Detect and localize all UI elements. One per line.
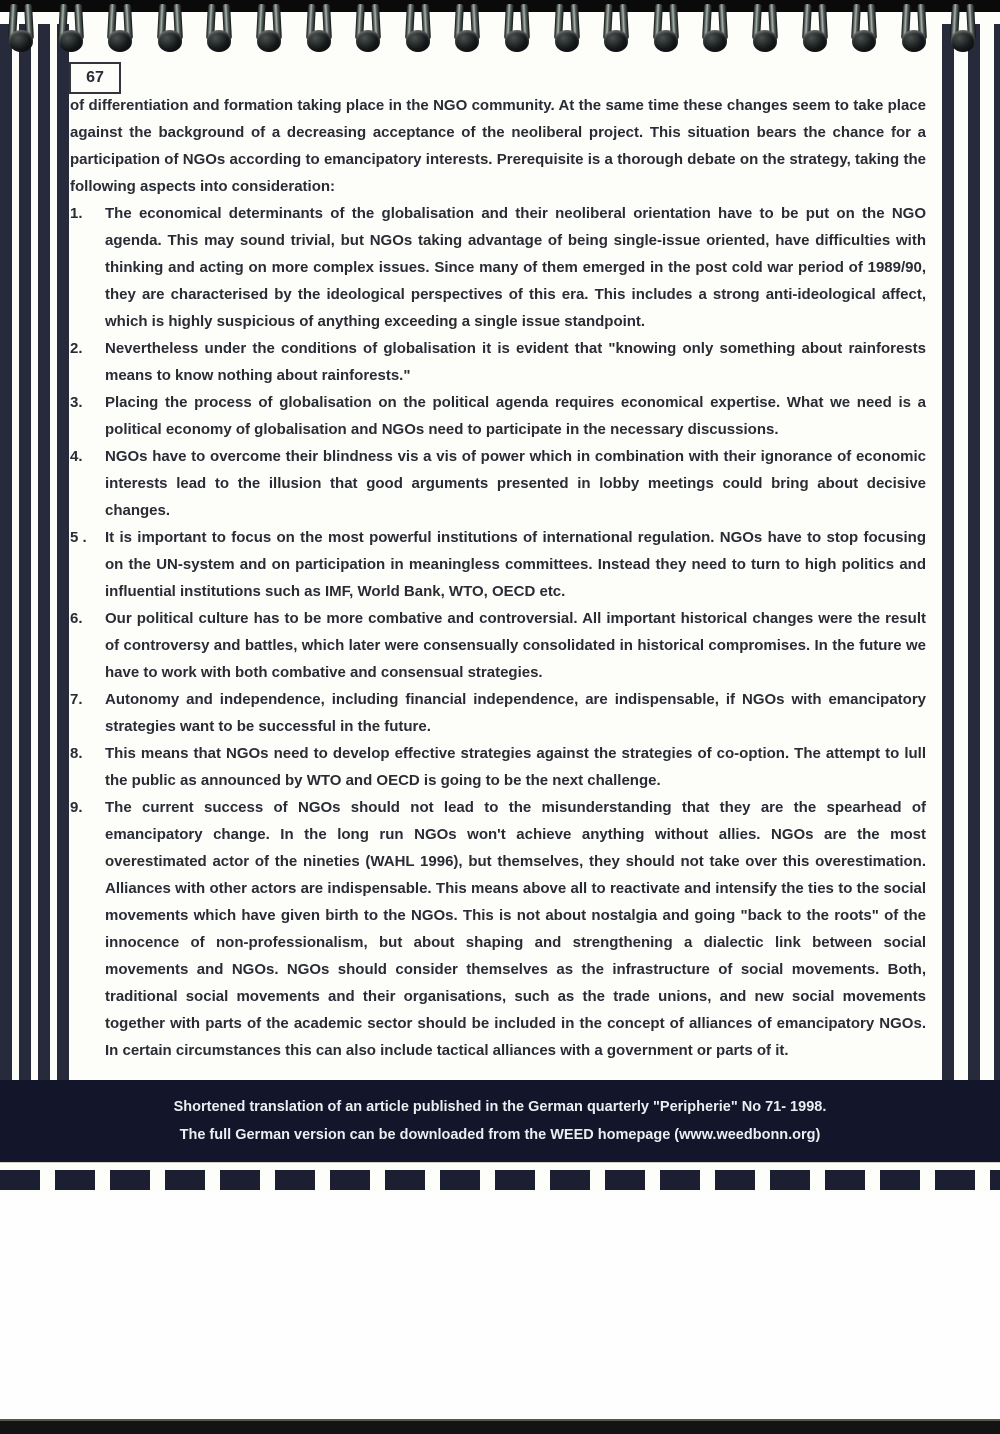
item-text: Nevertheless under the conditions of globalisation it is evident that "knowing only something about rainforests means to know nothing about rainforests." [105, 340, 926, 384]
list-item-3 [70, 389, 926, 443]
item-number: 3. [70, 394, 83, 411]
binding-loop-icon [602, 4, 630, 52]
item-number: 4. [70, 448, 83, 465]
item-text: It is important to focus on the most powerful institutions of international regulation. NGOs have to stop focusing on the UN-system and on participation in meaningless committees. Instead they need to turn to high politics and influential institutions such as IMF, World Bank, WTO, OECD etc. [105, 529, 926, 600]
binding-loop-icon [850, 4, 878, 52]
binding-loop-icon [949, 4, 977, 52]
item-number: 5 . [70, 529, 87, 546]
item-number: 6. [70, 610, 83, 627]
binding-loop-icon [701, 4, 729, 52]
footer-bar [0, 1080, 1000, 1162]
left-edge-stripes [0, 24, 70, 1080]
item-number: 7. [70, 691, 83, 708]
binding-loop-icon [751, 4, 779, 52]
binding-loop-icon [652, 4, 680, 52]
item-number: 1. [70, 205, 83, 222]
item-number: 2. [70, 340, 83, 357]
binding-loop-icon [7, 4, 35, 52]
binding-loop-icon [106, 4, 134, 52]
list-item-4 [70, 443, 926, 524]
item-text: NGOs have to overcome their blindness vis a vis of power which in combination with their ignorance of economic interests lead to the illusion that good arguments presented in lobby meetings could bring about decisive changes. [105, 448, 926, 519]
bottom-edge-bar [0, 1419, 1000, 1434]
item-text: Placing the process of globalisation on the political agenda requires economical expertise. What we need is a political economy of globalisation and NGOs need to participate in the necessary discussions. [105, 394, 926, 438]
binding-loop-icon [57, 4, 85, 52]
binding-loop-icon [156, 4, 184, 52]
right-edge-stripes [928, 24, 1000, 1080]
binding-loop-icon [553, 4, 581, 52]
binding-loop-icon [453, 4, 481, 52]
page-content [70, 92, 926, 1064]
footer-line-1: Shortened translation of an article published in the German quarterly "Peripherie" No 71- 1998. [173, 1098, 827, 1115]
item-number: 8. [70, 745, 83, 762]
page-number: 67 [69, 62, 121, 94]
item-text: Our political culture has to be more combative and controversial. All important historical changes were the result of controversy and battles, which later were consensually consolidated in historical compromises. In the future we have to work with both combative and consensual strategies. [105, 610, 926, 681]
intro-paragraph: of differentiation and formation taking place in the NGO community. At the same time these changes seem to take place against the background of a decreasing acceptance of the neoliberal project. This situation bears the chance for a participation of NGOs according to emancipatory interests. Prerequisite is a thorough debate on the strategy, taking the following aspects into consideration: [70, 97, 926, 195]
footer-line-2: The full German version can be downloaded from the WEED homepage (www.weedbonn.org) [179, 1126, 821, 1143]
item-text: This means that NGOs need to develop effective strategies against the strategies of co-option. The attempt to lull the public as announced by WTO and OECD is going to be the next challenge. [105, 745, 926, 789]
spiral-binding [0, 0, 1000, 58]
list-item-9 [70, 794, 926, 1064]
item-text: The current success of NGOs should not lead to the misunderstanding that they are the spearhead of emancipatory change. In the long run NGOs won't achieve anything without allies. NGOs are the most overestimated actor of the nineties (WAHL 1996), but themselves, they should not take over this overestimation. Alliances with other actors are indispensable. This means above all to reactivate and intensify the ties to the social movements which have given birth to the NGOs. This is not about nostalgia and going "back to the roots" of the innocence of non-professionalism, but about shaping and strengthening a dialectic link between social movements and NGOs. NGOs should consider themselves as the infrastructure of social movements. Both, traditional social movements and their organisations, such as the trade unions, and new social movements together with parts of the academic sector should be included in the concept of alliances of emancipatory NGOs. In certain circumstances this can also include tactical alliances with a government or parts of it. [105, 799, 926, 1059]
list-item-1 [70, 200, 926, 335]
item-text: The economical determinants of the globalisation and their neoliberal orientation have to be put on the NGO agenda. This may sound trivial, but NGOs taking advantage of being single-issue oriented, have difficulties with thinking and acting on more complex issues. Since many of them emerged in the post cold war period of 1989/90, they are characterised by the ideological perspectives of this era. This includes a strong anti-ideological affect, which is highly suspicious of anything exceeding a single issue standpoint. [105, 205, 926, 330]
dashed-strip [0, 1170, 1000, 1190]
binding-loop-icon [255, 4, 283, 52]
list-item-2 [70, 335, 926, 389]
binding-loop-icon [305, 4, 333, 52]
item-text: Autonomy and independence, including financial independence, are indispensable, if NGOs with emancipatory strategies want to be successful in the future. [105, 691, 926, 735]
binding-loop-icon [354, 4, 382, 52]
binding-loop-icon [900, 4, 928, 52]
list-item-8 [70, 740, 926, 794]
binding-loop-icon [801, 4, 829, 52]
binding-loop-icon [503, 4, 531, 52]
list-item-7 [70, 686, 926, 740]
list-item-5 [70, 524, 926, 605]
list-item-6 [70, 605, 926, 686]
binding-loop-icon [205, 4, 233, 52]
item-number: 9. [70, 799, 83, 816]
binding-loop-icon [404, 4, 432, 52]
blank-lower-page [0, 1192, 1000, 1422]
